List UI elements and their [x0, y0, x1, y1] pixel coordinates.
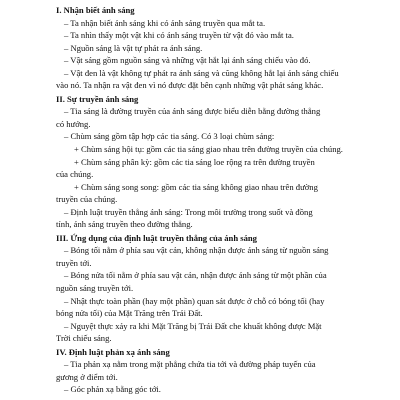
- text-line: – Định luật truyền thẳng ánh sáng: Trong môi trường trong suốt và đồng: [64, 206, 313, 217]
- section-heading: I. Nhận biết ánh sáng: [56, 5, 135, 15]
- text-line: – Nguyệt thực xảy ra khi Mặt Trăng bị Trái Đất che khuất không được Mặt: [64, 320, 322, 331]
- text-line: – Nguồn sáng là vật tự phát ra ánh sáng.: [64, 42, 203, 53]
- text-line: – Tia phản xạ nằm trong mặt phẳng chứa tia tới và đường pháp tuyến của: [64, 359, 316, 370]
- text-line: – Chùm sáng gồm tập hợp các tia sáng. Có 3 loại chùm sáng:: [64, 131, 275, 142]
- section-heading: II. Sự truyền ánh sáng: [56, 93, 139, 104]
- text-line: Trời chiếu sáng.: [56, 333, 112, 344]
- text-line: gương ở điểm tới.: [56, 371, 118, 382]
- section-heading: III. Ứng dụng của định luật truyền thẳng của ánh sáng: [56, 232, 257, 243]
- text-line: – Vật đen là vật không tự phát ra ánh sáng và cũng không hắt lại ánh sáng chiếu: [64, 67, 339, 78]
- text-line: của chúng.: [56, 169, 94, 180]
- text-line: + Chùm sáng song song: gồm các tia sáng không giao nhau trên đường: [74, 181, 318, 192]
- text-line: – Góc phản xạ bằng góc tới.: [64, 384, 161, 395]
- text-line: – Vật sáng gồm nguồn sáng và những vật hắt lại ánh sáng chiếu vào đó.: [64, 55, 311, 66]
- text-line: tính, ánh sáng truyền theo đường thẳng.: [56, 219, 193, 230]
- text-line: – Nhật thực toàn phần (hay một phần) quan sát được ở chỗ có bóng tối (hay: [64, 295, 325, 306]
- text-line: vào nó. Ta nhận ra vật đen vì nó được đặt bên cạnh những vật phát sáng khác.: [56, 80, 324, 91]
- text-line: – Tia sáng là đường truyền của ánh sáng được biểu diễn bằng đường thẳng: [64, 106, 321, 117]
- text-line: – Ta nhìn thấy một vật khi có ánh sáng truyền từ vật đó vào mắt ta.: [64, 30, 294, 41]
- text-line: + Chùm sáng phân kỳ: gồm các tia sáng loe rộng ra trên đường truyền: [74, 156, 315, 167]
- text-line: có hướng.: [56, 118, 91, 129]
- text-line: – Bóng nửa tối nằm ở phía sau vật cản, nhận được ánh sáng từ một phần của: [64, 270, 327, 281]
- text-line: truyền tới.: [56, 257, 92, 268]
- text-line: – Bóng tối nằm ở phía sau vật cản, không nhận được ánh sáng từ nguồn sáng: [64, 245, 329, 256]
- document-body: [56, 4, 388, 396]
- section-heading: IV. Định luật phản xạ ánh sáng: [56, 346, 170, 357]
- text-line: nguồn sáng truyền tới.: [56, 283, 134, 294]
- text-line: bóng nửa tối) của Mặt Trăng trên Trái Đất.: [56, 308, 203, 319]
- text-line: – Ta nhận biết ánh sáng khi có ánh sáng truyền qua mắt ta.: [64, 17, 266, 28]
- text-line: + Chùm sáng hội tụ: gồm các tia sáng giao nhau trên đường truyền của chúng.: [74, 144, 343, 155]
- text-line: truyền của chúng.: [56, 194, 118, 205]
